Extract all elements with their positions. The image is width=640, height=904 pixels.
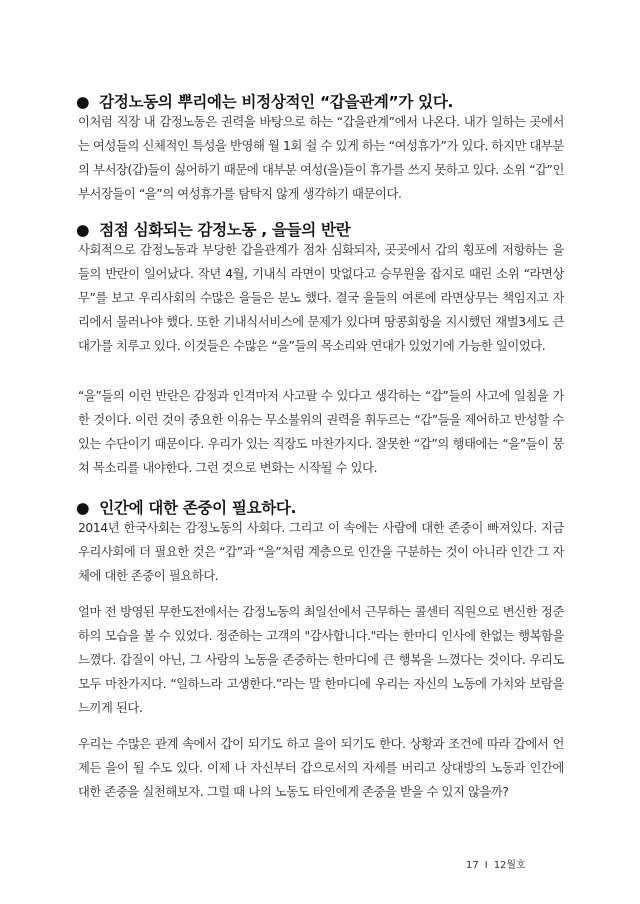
section-heading-2-text: 점점 심화되는 감정노동 , 을들의 반란 [99, 221, 351, 239]
paragraph: “을”들의 이런 반란은 감정과 인격마저 사고팔 수 있다고 생각하는 “갑”들의 사고에 일침을 가한 것이다. 이런 것이 중요한 이유는 무소불위의 권력을 휘두르는 “갑”들을 제어하고 반성할 수 있는 수단이기 때문이다. 우리가 있는 직장도 마찬가지다. 잘못한 “갑”의 행태에는 “을”들이 뭉쳐 목소리를 내야한다. 그런 것으로 변화는 시작될 수 있다. [78, 389, 564, 475]
paragraph: 우리는 수많은 관계 속에서 갑이 되기도 하고 을이 되기도 한다. 상황과 조건에 따라 갑에서 언제든 을이 될 수도 있다. 이제 나 자신부터 갑으로서의 자세를 버리고 상대방의 노동과 인간에 대한 존중을 실천해보자. 그럴 때 나의 노동도 타인에게 존중을 받을 수 있지 않을까? [78, 737, 564, 799]
paragraph: 2014년 한국사회는 감정노동의 사회다. 그리고 이 속에는 사람에 대한 존중이 빠져있다. 지금 우리사회에 더 필요한 것은 “갑”과 “을”처럼 계층으로 인간을 구분하는 것이 아니라 인간 그 자체에 대한 존중이 필요하다. [78, 521, 564, 583]
bullet-icon: ● [76, 93, 90, 111]
section-heading-3 [76, 496, 296, 518]
section-heading-1-text: 감정노동의 뿌리에는 비정상적인 “갑을관계”가 있다. [99, 93, 454, 111]
paragraph: 얼마 전 방영된 무한도전에서는 감정노동의 최일선에서 근무하는 콜센터 직원으로 변신한 정준하의 모습을 볼 수 있었다. 정준하는 고객의 "감사합니다."라는 한마디 인사에 한없는 행복함을 느꼈다. 갑질이 아닌, 그 사람의 노동을 존중하는 한마디에 큰 행복을 느꼈다는 것이다. 우리도 모두 마찬가지다. “일하느라 고생한다.”라는 말 한마디에 우리는 자신의 노동에 가치와 보람을 느끼게 된다. [78, 605, 564, 715]
section-heading-3-text: 인간에 대한 존중이 필요하다. [99, 499, 297, 517]
page-footer [466, 856, 526, 871]
bullet-icon: ● [76, 499, 90, 517]
paragraph: 사회적으로 감정노동과 부당한 갑을관계가 점차 심화되자, 곳곳에서 갑의 횡포에 저항하는 을들의 반란이 일어났다. 작년 4월, 기내식 라면이 맛없다고 승무원을 잡지로 때린 소위 “라면상무”를 보고 우리사회의 수많은 을들은 분노 했다. 결국 을들의 여론에 라면상무는 책임지고 자리에서 물러나야 했다. 또한 기내식서비스에 문제가 있다며 땅콩회항을 지시했던 재벌3세도 큰 대가를 치루고 있다. 이것들은 수많은 “을”들의 목소리와 연대가 있었기에 가능한 일이었다. [78, 243, 564, 353]
page-number: 17 [466, 860, 479, 871]
section-heading-1 [76, 90, 453, 112]
section-heading-2 [76, 218, 350, 240]
bullet-icon: ● [76, 221, 90, 239]
footer-separator: I [484, 860, 488, 871]
paragraph: 이처럼 직장 내 감정노동은 권력을 바탕으로 하는 “갑을관계”에서 나온다. 내가 일하는 곳에서는 여성들의 신체적인 특성을 반영해 월 1회 쉴 수 있게 하는 “여성휴가”가 있다. 하지만 대부분의 부서장(갑)들이 싫어하기 때문에 대부분 여성(을)들이 휴가를 쓰지 못하고 있다. 소위 “갑”인 부서장들이 “을”의 여성휴가를 탐탁지 않게 생각하기 때문이다. [78, 115, 564, 201]
issue-label: 12월호 [493, 860, 526, 871]
